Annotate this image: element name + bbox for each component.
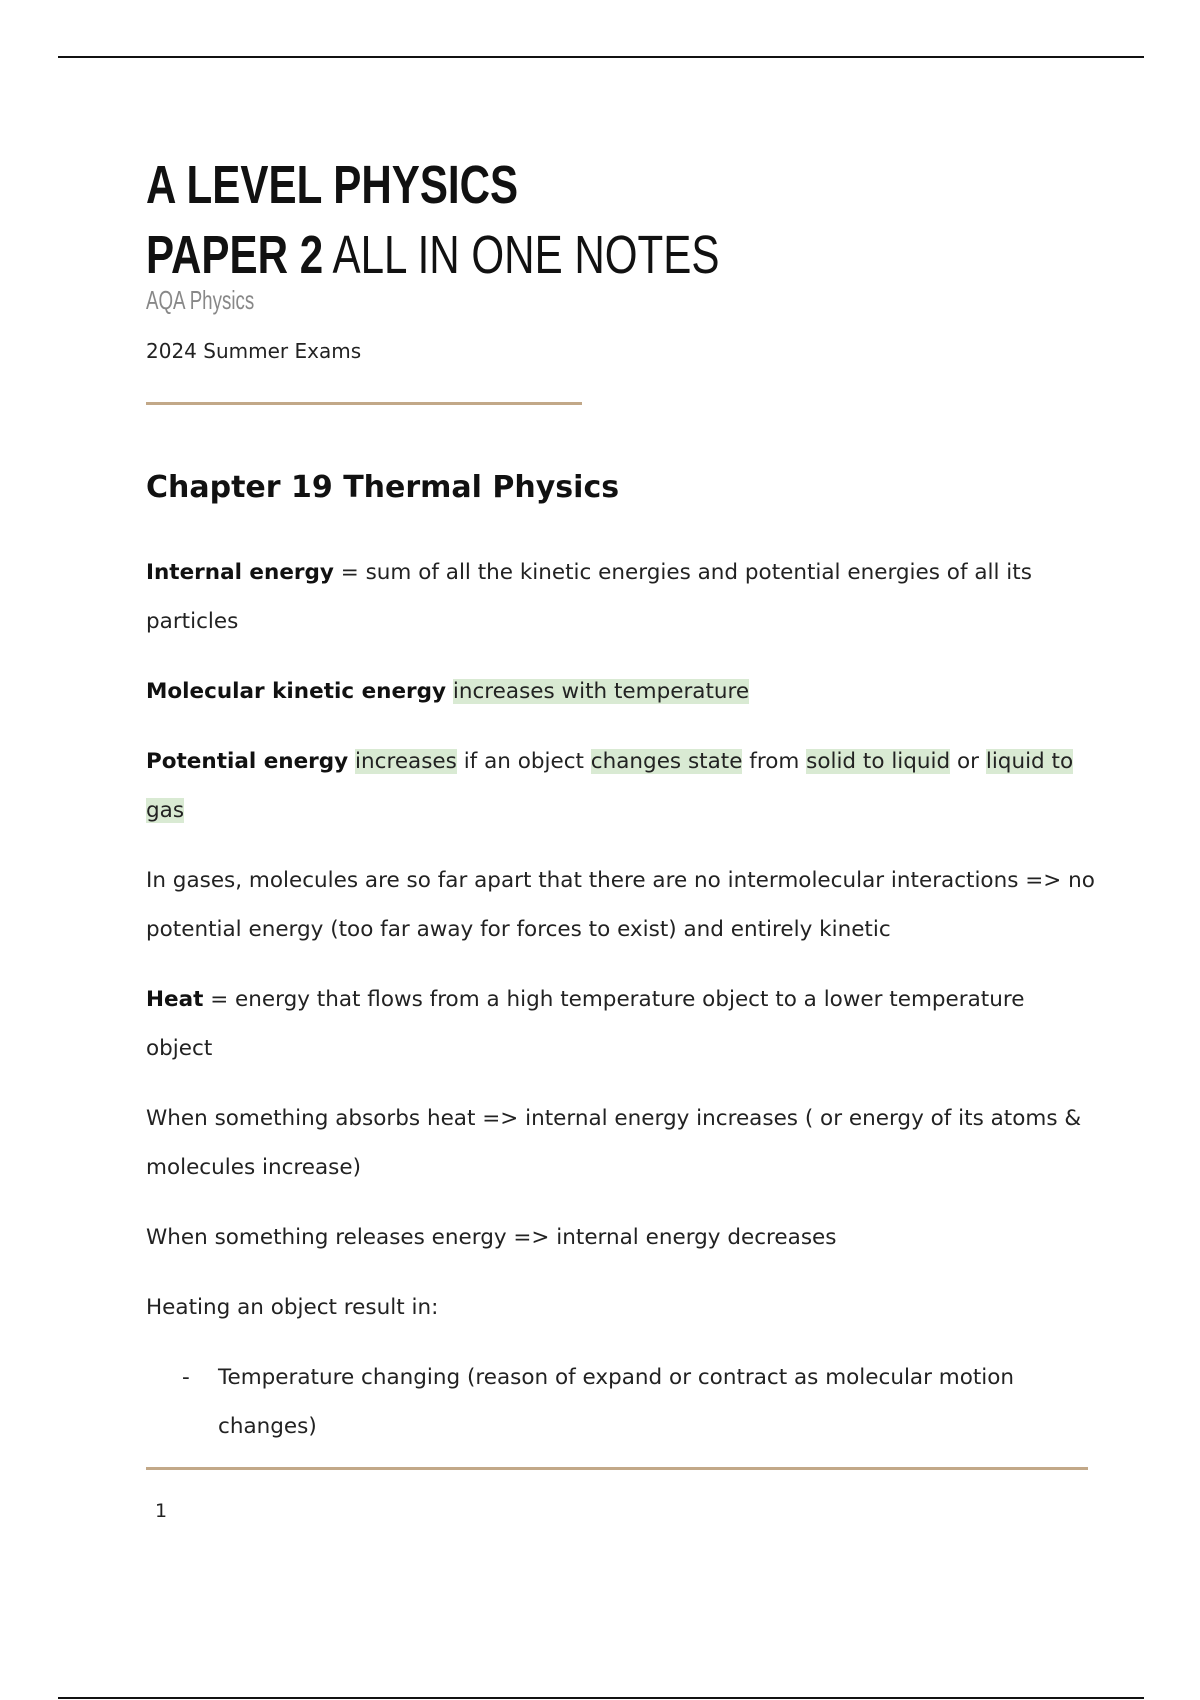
body-text: if an object	[456, 749, 591, 774]
highlight-text: increases with temperature	[452, 679, 750, 704]
highlight-text: liquid to gas	[146, 749, 1074, 823]
term-potential-energy: Potential energy	[146, 749, 349, 774]
paragraph-gases: In gases, molecules are so far apart that there are no intermolecular interactions => no potential energy (too far away for forces to exist) and entirely kinetic	[146, 868, 1095, 942]
title-line-2	[146, 220, 719, 290]
paragraph-potential-energy	[146, 737, 1096, 835]
paragraph-heat	[146, 975, 1096, 1073]
term-kinetic-energy: Molecular kinetic energy	[146, 679, 447, 704]
spacer-text	[446, 679, 453, 704]
exam-session: 2024 Summer Exams	[146, 339, 362, 363]
notes-body	[146, 548, 1096, 1472]
document-subtitle: AQA Physics	[146, 285, 255, 315]
footer-divider	[146, 1467, 1088, 1470]
paragraph-heating-results: Heating an object result in:	[146, 1295, 439, 1320]
title-line-1: A LEVEL PHYSICS	[146, 155, 519, 215]
title-notes-label: ALL IN ONE NOTES	[323, 225, 720, 285]
definition-text: = energy that flows from a high temperature object to a lower temperature object	[146, 987, 1025, 1061]
term-internal-energy: Internal energy	[146, 560, 334, 585]
highlight-text: changes state	[590, 749, 743, 774]
bottom-border-line	[58, 1697, 1144, 1699]
top-border-line	[58, 56, 1144, 58]
title-divider	[146, 402, 582, 405]
paragraph-absorbs-heat: When something absorbs heat => internal energy increases ( or energy of its atoms & molecules increase)	[146, 1106, 1082, 1180]
paragraph-internal-energy	[146, 548, 1096, 646]
bullet-dash: -	[182, 1365, 190, 1390]
spacer-text	[348, 749, 355, 774]
body-text: from	[742, 749, 807, 774]
title-paper-label: PAPER 2	[146, 225, 324, 285]
highlight-text: solid to liquid	[806, 749, 951, 774]
highlight-text: increases	[355, 749, 457, 774]
page-number: 1	[155, 1500, 168, 1522]
document-title	[146, 150, 719, 290]
term-heat: Heat	[146, 987, 204, 1012]
body-text: or	[950, 749, 986, 774]
paragraph-releases-energy: When something releases energy => internal energy decreases	[146, 1225, 837, 1250]
list-item-text: Temperature changing (reason of expand or contract as molecular motion changes)	[218, 1365, 1015, 1439]
chapter-heading: Chapter 19 Thermal Physics	[146, 470, 620, 505]
definition-text: = sum of all the kinetic energies and potential energies of all its particles	[146, 560, 1032, 634]
list-item	[146, 1353, 1096, 1451]
paragraph-kinetic-energy	[146, 667, 1096, 716]
